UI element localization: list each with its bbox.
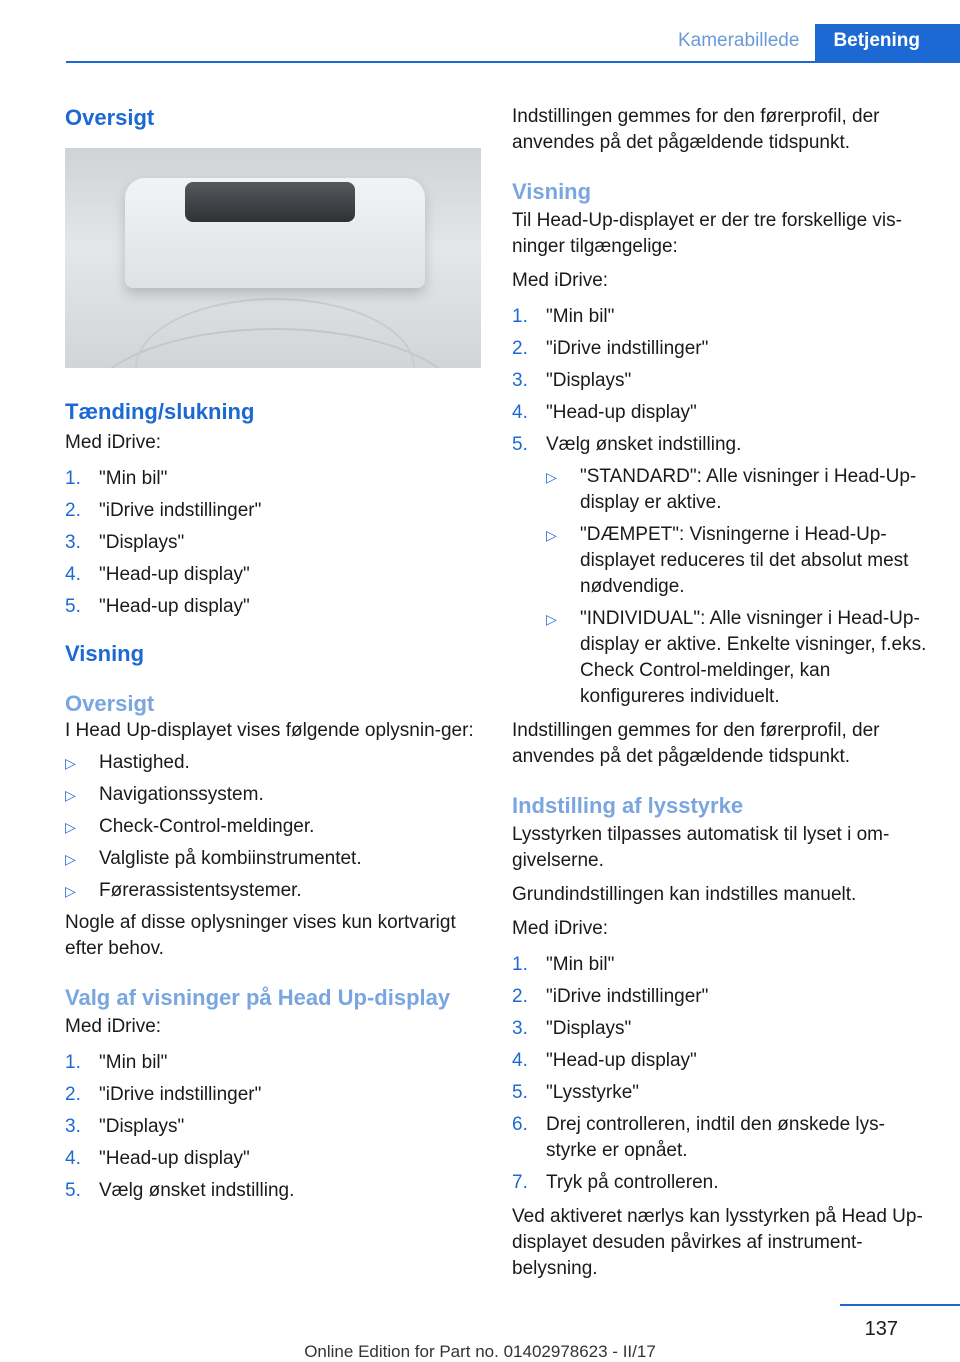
list-text: "Head-up display" bbox=[99, 1148, 250, 1169]
list-item bbox=[65, 1050, 481, 1076]
list-item bbox=[65, 562, 481, 588]
steps-list-r2 bbox=[512, 952, 932, 1196]
list-number: 5. bbox=[65, 596, 81, 617]
list-item bbox=[512, 1016, 932, 1042]
text-med-idrive: Med iDrive: bbox=[65, 432, 162, 453]
list-item bbox=[512, 304, 932, 330]
list-item bbox=[65, 1178, 481, 1204]
heading-oversigt: Oversigt bbox=[65, 105, 155, 130]
bullet-item bbox=[65, 750, 481, 776]
triangle-right-icon: ▷ bbox=[65, 787, 76, 803]
list-number: 5. bbox=[512, 1082, 528, 1103]
list-number: 7. bbox=[512, 1172, 528, 1193]
list-text: "Min bil" bbox=[99, 468, 168, 489]
tab-kamerabillede[interactable]: Kamerabillede bbox=[677, 30, 800, 51]
list-item bbox=[512, 400, 932, 426]
heading-visning-right: Visning bbox=[512, 179, 592, 204]
list-text: "iDrive indstillinger" bbox=[99, 1084, 262, 1105]
bullet-text: Valgliste på kombiinstrumentet. bbox=[99, 848, 362, 869]
hud-photo bbox=[65, 148, 481, 368]
text-med-idrive-r2: Med iDrive: bbox=[512, 918, 609, 939]
heading-taending: Tænding/slukning bbox=[65, 399, 255, 424]
list-item bbox=[512, 952, 932, 978]
options-sublist bbox=[546, 464, 932, 710]
list-number: 4. bbox=[65, 564, 81, 585]
triangle-right-icon: ▷ bbox=[65, 851, 76, 867]
list-number: 1. bbox=[65, 1052, 81, 1073]
triangle-right-icon: ▷ bbox=[546, 469, 557, 485]
list-text: "Displays" bbox=[546, 1018, 632, 1039]
list-number: 3. bbox=[512, 1018, 528, 1039]
list-item bbox=[65, 1114, 481, 1140]
bullet-text: "INDIVIDUAL": Alle visninger i Head-Up-display er aktive. Enkelte visninger, f.eks. Check Control-meldinger, kan konfigureres individuelt. bbox=[580, 608, 927, 707]
list-text: "iDrive indstillinger" bbox=[546, 986, 709, 1007]
list-number: 2. bbox=[512, 986, 528, 1007]
bullet-item bbox=[546, 522, 932, 600]
steps-list-r1 bbox=[512, 304, 932, 458]
list-item bbox=[512, 984, 932, 1010]
list-text: "Head-up display" bbox=[99, 596, 250, 617]
bullet-item bbox=[65, 846, 481, 872]
bullet-item bbox=[65, 782, 481, 808]
header-tabs bbox=[662, 24, 960, 62]
bullet-item bbox=[65, 814, 481, 840]
list-text: "Min bil" bbox=[546, 306, 615, 327]
triangle-right-icon: ▷ bbox=[65, 819, 76, 835]
list-text: Tryk på controlleren. bbox=[546, 1172, 719, 1193]
text-lysstyrke: Lysstyrken tilpasses automatisk til lyset i om‐givelserne. bbox=[512, 824, 890, 871]
list-text: "Head-up display" bbox=[546, 1050, 697, 1071]
triangle-right-icon: ▷ bbox=[546, 611, 557, 627]
text-grund: Grundindstillingen kan indstilles manuelt. bbox=[512, 884, 857, 905]
list-text: "Displays" bbox=[99, 1116, 185, 1137]
tab-betjening[interactable]: Betjening bbox=[815, 24, 960, 62]
bullet-item bbox=[65, 878, 481, 904]
text-nogle: Nogle af disse oplysninger vises kun kortvarigt efter behov. bbox=[65, 912, 456, 959]
steps-list-2 bbox=[65, 1050, 481, 1204]
list-item bbox=[65, 530, 481, 556]
list-item bbox=[65, 1082, 481, 1108]
text-info: I Head Up-displayet vises følgende oplysnin‐ger: bbox=[65, 720, 474, 741]
list-text: "Displays" bbox=[546, 370, 632, 391]
text-gemmes-1: Indstillingen gemmes for den førerprofil, der anvendes på det pågældende tidspunkt. bbox=[512, 106, 880, 153]
list-item bbox=[65, 466, 481, 492]
list-item bbox=[512, 1048, 932, 1074]
list-text: Vælg ønsket indstilling. bbox=[546, 434, 742, 455]
heading-valg: Valg af visninger på Head Up-display bbox=[65, 985, 451, 1010]
list-number: 6. bbox=[512, 1114, 528, 1135]
steps-list bbox=[65, 466, 481, 620]
info-bullets bbox=[65, 750, 481, 904]
bullet-item bbox=[546, 464, 932, 516]
list-item bbox=[65, 1146, 481, 1172]
heading-lysstyrke: Indstilling af lysstyrke bbox=[512, 793, 744, 818]
text-tre-visninger: Til Head-Up-displayet er der tre forskellige vis‐ninger tilgængelige: bbox=[512, 210, 902, 257]
text-naerlys: Ved aktiveret nærlys kan lysstyrken på Head Up-displayet desuden påvirkes af instrument‐belysning. bbox=[512, 1206, 923, 1279]
list-item bbox=[65, 594, 481, 620]
bullet-text: Hastighed. bbox=[99, 752, 190, 773]
list-text: "Min bil" bbox=[546, 954, 615, 975]
list-number: 1. bbox=[65, 468, 81, 489]
list-number: 2. bbox=[512, 338, 528, 359]
list-number: 3. bbox=[65, 532, 81, 553]
list-number: 5. bbox=[65, 1180, 81, 1201]
list-text: "iDrive indstillinger" bbox=[99, 500, 262, 521]
list-text: "Min bil" bbox=[99, 1052, 168, 1073]
list-item bbox=[512, 336, 932, 362]
list-number: 5. bbox=[512, 434, 528, 455]
list-number: 3. bbox=[512, 370, 528, 391]
heading-oversigt-sub: Oversigt bbox=[65, 691, 155, 716]
header-rule bbox=[66, 61, 960, 63]
footer-rule bbox=[840, 1304, 960, 1306]
bullet-text: Check-Control-meldinger. bbox=[99, 816, 315, 837]
list-item bbox=[512, 368, 932, 394]
hud-window bbox=[185, 182, 355, 222]
footer-edition: Online Edition for Part no. 01402978623 - II/17 bbox=[304, 1342, 656, 1361]
list-number: 1. bbox=[512, 306, 528, 327]
list-text: Drej controlleren, indtil den ønskede lys‐styrke er opnået. bbox=[546, 1114, 885, 1161]
list-number: 2. bbox=[65, 500, 81, 521]
text-med-idrive-2: Med iDrive: bbox=[65, 1016, 162, 1037]
list-text: Vælg ønsket indstilling. bbox=[99, 1180, 295, 1201]
list-item bbox=[512, 1170, 932, 1196]
text-med-idrive-r1: Med iDrive: bbox=[512, 270, 609, 291]
text-gemmes-2: Indstillingen gemmes for den førerprofil, der anvendes på det pågældende tidspunkt. bbox=[512, 720, 880, 767]
list-number: 3. bbox=[65, 1116, 81, 1137]
bullet-item bbox=[546, 606, 932, 710]
bullet-text: "STANDARD": Alle visninger i Head-Up-display er aktive. bbox=[580, 466, 917, 513]
list-item bbox=[65, 498, 481, 524]
list-text: "Displays" bbox=[99, 532, 185, 553]
list-text: "Head-up display" bbox=[99, 564, 250, 585]
heading-visning: Visning bbox=[65, 641, 145, 666]
list-number: 4. bbox=[65, 1148, 81, 1169]
bullet-text: "DÆMPET": Visningerne i Head-Up-displayet reduceres til det absolut mest nødvendige. bbox=[580, 524, 909, 597]
bullet-text: Førerassistentsystemer. bbox=[99, 880, 302, 901]
list-number: 4. bbox=[512, 1050, 528, 1071]
list-text: "Lysstyrke" bbox=[546, 1082, 640, 1103]
list-number: 1. bbox=[512, 954, 528, 975]
page-number: 137 bbox=[864, 1318, 898, 1340]
triangle-right-icon: ▷ bbox=[65, 883, 76, 899]
triangle-right-icon: ▷ bbox=[65, 755, 76, 771]
list-item bbox=[512, 1080, 932, 1106]
list-item bbox=[512, 432, 932, 458]
list-text: "Head-up display" bbox=[546, 402, 697, 423]
list-number: 2. bbox=[65, 1084, 81, 1105]
list-number: 4. bbox=[512, 402, 528, 423]
list-item bbox=[512, 1112, 932, 1164]
left-column bbox=[65, 100, 481, 1204]
list-text: "iDrive indstillinger" bbox=[546, 338, 709, 359]
right-column bbox=[512, 100, 932, 1282]
bullet-text: Navigationssystem. bbox=[99, 784, 264, 805]
triangle-right-icon: ▷ bbox=[546, 527, 557, 543]
